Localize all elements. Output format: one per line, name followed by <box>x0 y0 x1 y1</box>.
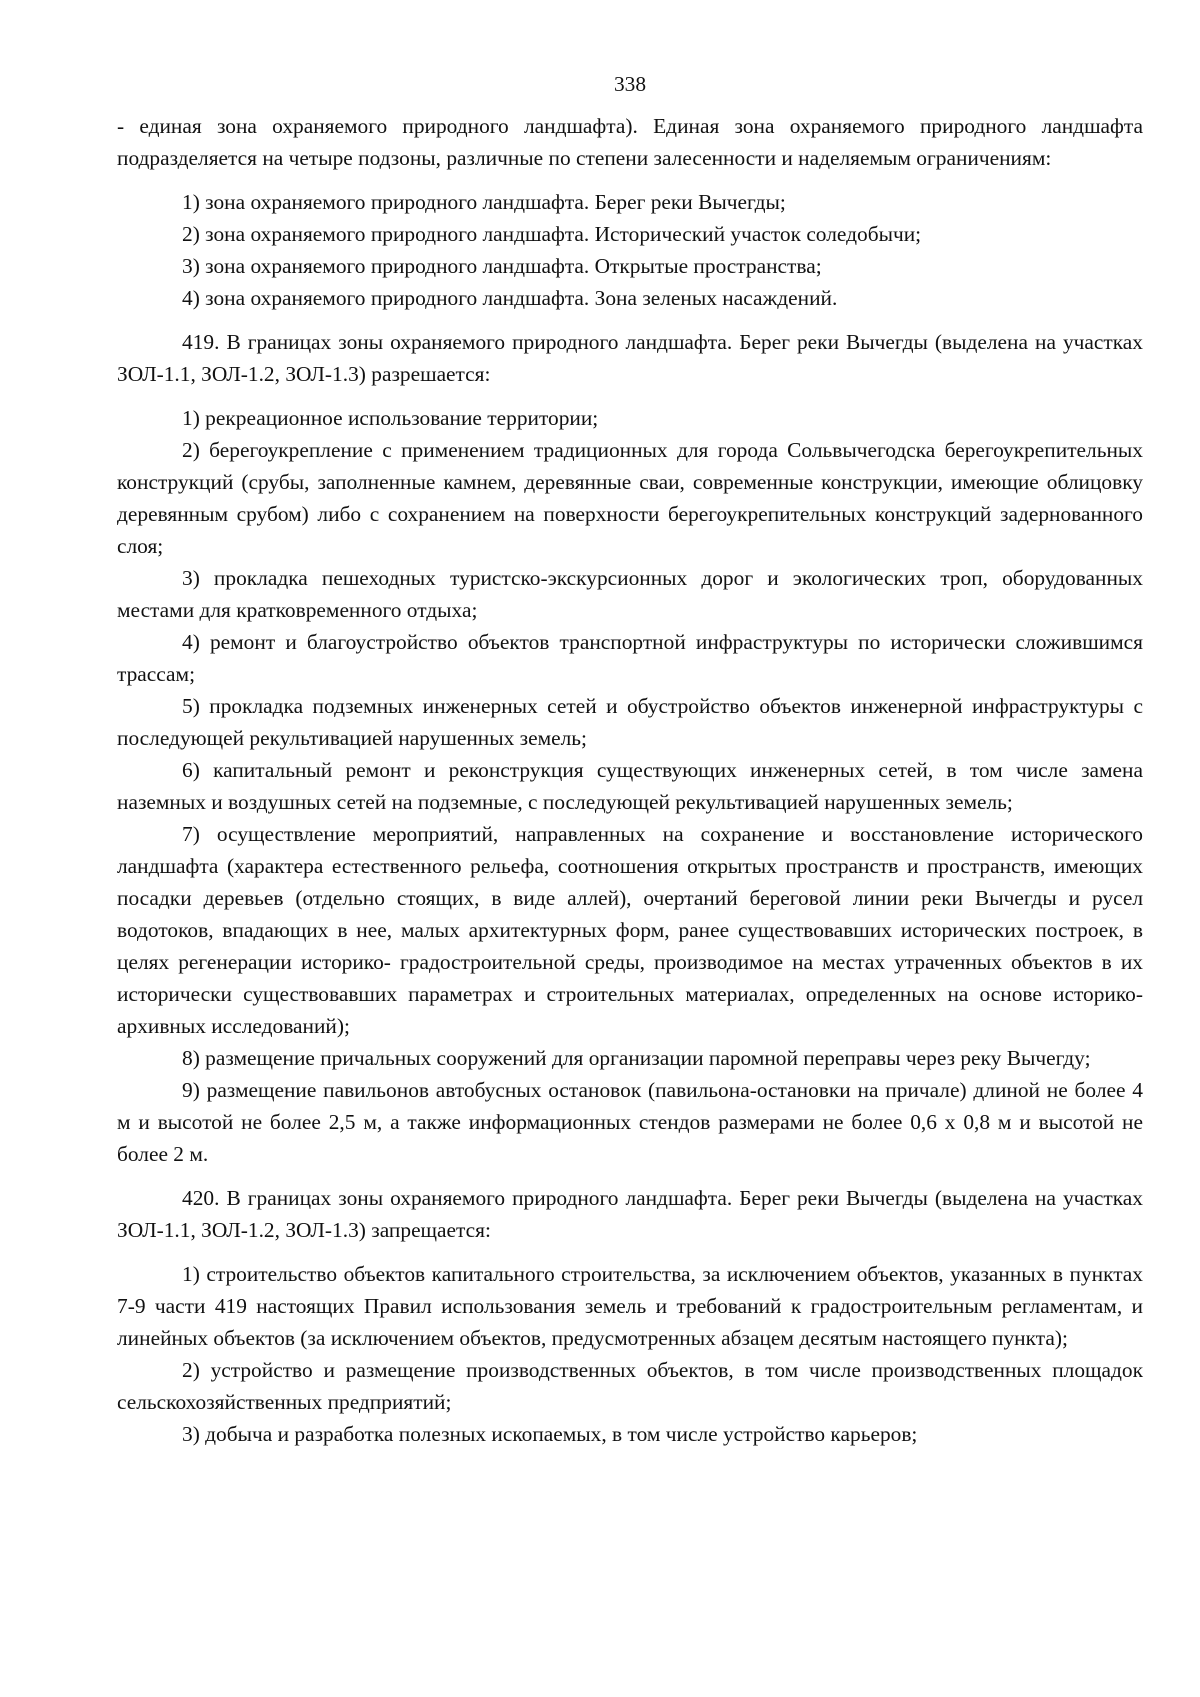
document-page <box>117 68 1143 1450</box>
section-419-list <box>117 402 1143 1170</box>
section-420-item: 3) добыча и разработка полезных ископаемых, в том числе устройство карьеров; <box>182 1422 918 1446</box>
page-number: 338 <box>613 72 647 96</box>
section-419-item: 8) размещение причальных сооружений для организации паромной переправы через реку Вычегду; <box>182 1046 1091 1070</box>
section-420-item: 2) устройство и размещение производственных объектов, в том числе производственных площадок сельскохозяйственных предприятий; <box>117 1358 1143 1414</box>
section-419-item: 9) размещение павильонов автобусных остановок (павильона-остановки на причале) длиной не более 4 м и высотой не более 2,5 м, а также информационных стендов размерами не более 0,6 х 0,8 м и высотой не более 2 м. <box>117 1078 1143 1166</box>
section-420-heading: 420. В границах зоны охраняемого природного ландшафта. Берег реки Вычегды (выделена на участках ЗОЛ-1.1, ЗОЛ-1.2, ЗОЛ-1.3) запрещается: <box>117 1186 1143 1242</box>
section-419-item: 2) берегоукрепление с применением традиционных для города Сольвычегодска берегоукрепительных конструкций (срубы, заполненные камнем, деревянные сваи, современные конструкции, имеющие облицовку деревянным срубом) либо с сохранением на поверхности берегоукрепительных конструкций задернованного слоя; <box>117 438 1143 558</box>
subzone-item: 2) зона охраняемого природного ландшафта. Исторический участок соледобычи; <box>182 222 922 246</box>
intro-paragraph: - единая зона охраняемого природного ландшафта). Единая зона охраняемого природного ландшафта подразделяется на четыре подзоны, различные по степени залесенности и наделяемым ограничениям: <box>117 114 1143 170</box>
section-419-item: 6) капитальный ремонт и реконструкция существующих инженерных сетей, в том числе замена наземных и воздушных сетей на подземные, с последующей рекультивацией нарушенных земель; <box>117 758 1143 814</box>
section-419-item: 4) ремонт и благоустройство объектов транспортной инфраструктуры по исторически сложившимся трассам; <box>117 630 1143 686</box>
section-420-item: 1) строительство объектов капитального строительства, за исключением объектов, указанных в пунктах 7-9 части 419 настоящих Правил использования земель и требований к градостроительным регламентам, и линейных объектов (за исключением объектов, предусмотренных абзацем десятым настоящего пункта); <box>117 1262 1143 1350</box>
subzone-item: 1) зона охраняемого природного ландшафта. Берег реки Вычегды; <box>182 190 786 214</box>
section-419-item: 5) прокладка подземных инженерных сетей и обустройство объектов инженерной инфраструктуры с последующей рекультивацией нарушенных земель; <box>117 694 1143 750</box>
section-419-item: 1) рекреационное использование территории; <box>182 406 599 430</box>
section-419-item: 3) прокладка пешеходных туристско-экскурсионных дорог и экологических троп, оборудованных местами для кратковременного отдыха; <box>117 566 1143 622</box>
section-420-list <box>117 1258 1143 1450</box>
section-419-heading: 419. В границах зоны охраняемого природного ландшафта. Берег реки Вычегды (выделена на участках ЗОЛ-1.1, ЗОЛ-1.2, ЗОЛ-1.3) разрешается: <box>117 330 1143 386</box>
subzone-list <box>117 186 1143 314</box>
section-419-item: 7) осуществление мероприятий, направленных на сохранение и восстановление исторического ландшафта (характера естественного рельефа, соотношения открытых пространств и пространств, имеющих посадки деревьев (отдельно стоящих, в виде аллей), очертаний береговой линии реки Вычегды и русел водотоков, впадающих в нее, малых архитектурных форм, ранее существовавших исторических построек, в целях регенерации историко- градостроительной среды, производимое на местах утраченных объектов в их исторически существовавших параметрах и строительных материалах, определенных на основе историко-архивных исследований); <box>117 822 1143 1038</box>
subzone-item: 4) зона охраняемого природного ландшафта. Зона зеленых насаждений. <box>182 286 838 310</box>
subzone-item: 3) зона охраняемого природного ландшафта. Открытые пространства; <box>182 254 822 278</box>
